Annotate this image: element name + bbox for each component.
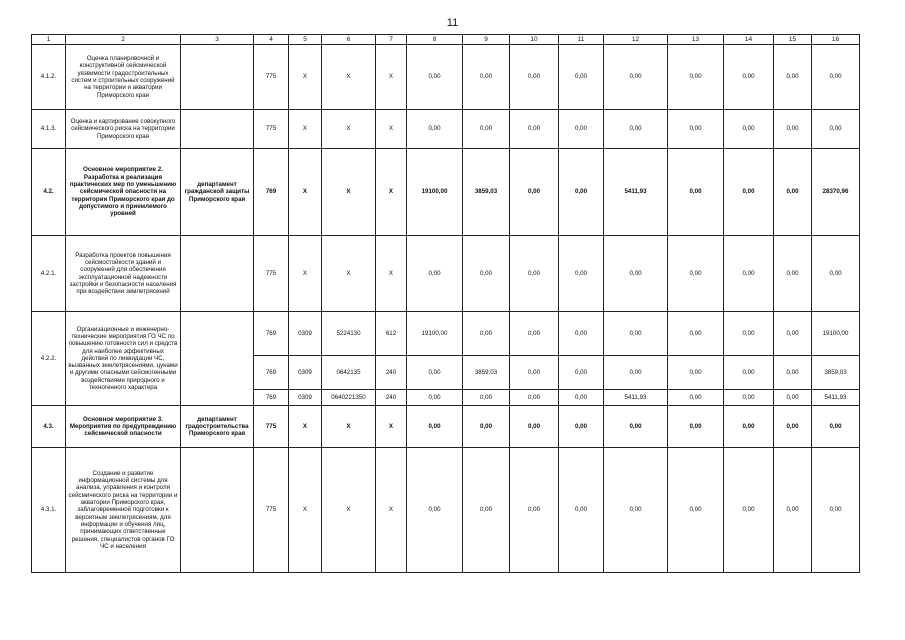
amount-cell: 0,00 [604,236,668,312]
column-number: 15 [774,35,812,45]
amount-cell: 0,00 [668,390,724,406]
target-article: 5224130 [322,312,376,356]
target-article: X [322,448,376,573]
amount-cell: 0,00 [510,45,559,110]
amount-cell: 0,00 [407,110,463,149]
target-article: 0640221350 [322,390,376,406]
target-article: X [322,406,376,448]
row-code: 4.2.1. [32,236,66,312]
amount-cell: 0,00 [774,356,812,390]
amount-cell: 19100,00 [407,149,463,236]
amount-cell: 0,00 [668,236,724,312]
amount-cell: 0,00 [604,45,668,110]
row-code: 4.2. [32,149,66,236]
executor: департамент градостроительства Приморского края [181,406,254,448]
grbs-code: 775 [254,45,289,110]
executor [181,110,254,149]
expense-type: X [376,149,407,236]
amount-cell: 0,00 [774,45,812,110]
activity-name: Создание и развитие информационной системы для анализа, управления и контроля сейсмического риска на территории и акватории Приморского края, заблаговременной подготовки к вероятным землетрясениям, для информации и обучения лиц, принимающих ответственные решения, специалистов органов ГО ЧС и населения [66,448,181,573]
row-code: 4.3.1. [32,448,66,573]
amount-cell: 0,00 [407,236,463,312]
column-number: 5 [289,35,322,45]
column-number: 11 [559,35,604,45]
amount-cell: 0,00 [407,390,463,406]
amount-cell: 0,00 [668,312,724,356]
column-number: 10 [510,35,559,45]
table-row [32,406,860,448]
amount-cell: 0,00 [463,406,510,448]
expense-type: X [376,110,407,149]
amount-cell: 0,00 [724,312,774,356]
amount-cell: 0,00 [724,406,774,448]
amount-cell: 0,00 [407,448,463,573]
amount-cell: 0,00 [774,406,812,448]
activity-name: Оценка планировочной и конструктивной сейсмической уязвимости градостроительных систем и строительных сооружений на территории и акватории Приморского края [66,45,181,110]
executor [181,448,254,573]
amount-cell: 0,00 [724,149,774,236]
row-code: 4.3. [32,406,66,448]
grbs-code: 775 [254,236,289,312]
budget-table [31,34,860,573]
expense-type: X [376,406,407,448]
amount-cell: 19100,00 [407,312,463,356]
target-article: X [322,149,376,236]
amount-cell: 0,00 [724,236,774,312]
grbs-code: 769 [254,312,289,356]
executor [181,236,254,312]
total-cell: 19100,00 [812,312,860,356]
amount-cell: 0,00 [604,448,668,573]
amount-cell: 0,00 [774,236,812,312]
total-cell: 28370,96 [812,149,860,236]
amount-cell: 0,00 [724,356,774,390]
section-code: 0309 [289,356,322,390]
row-code: 4.1.2. [32,45,66,110]
amount-cell: 0,00 [559,448,604,573]
amount-cell: 0,00 [463,236,510,312]
total-cell: 0,00 [812,110,860,149]
amount-cell: 5411,93 [604,149,668,236]
total-cell: 5411,93 [812,390,860,406]
column-number: 7 [376,35,407,45]
target-article: 0642135 [322,356,376,390]
executor [181,312,254,406]
column-number: 1 [32,35,66,45]
column-number: 16 [812,35,860,45]
amount-cell: 0,00 [510,110,559,149]
grbs-code: 775 [254,406,289,448]
executor: департамент гражданской защиты Приморского края [181,149,254,236]
amount-cell: 0,00 [510,448,559,573]
amount-cell: 5411,93 [604,390,668,406]
amount-cell: 0,00 [510,390,559,406]
amount-cell: 0,00 [774,448,812,573]
amount-cell: 0,00 [510,356,559,390]
activity-name: Разработка проектов повышения сейсмостойкости зданий и сооружений для обеспечения эксплуатационной надежности застройки и безопасности населения при воздействии землетрясений [66,236,181,312]
amount-cell: 0,00 [668,149,724,236]
total-cell: 0,00 [812,406,860,448]
table-row [32,110,860,149]
amount-cell: 3859,03 [463,149,510,236]
executor [181,45,254,110]
amount-cell: 0,00 [724,448,774,573]
amount-cell: 0,00 [510,312,559,356]
column-number: 12 [604,35,668,45]
amount-cell: 0,00 [559,236,604,312]
grbs-code: 769 [254,149,289,236]
target-article: X [322,45,376,110]
expense-type: 240 [376,390,407,406]
amount-cell: 0,00 [463,448,510,573]
amount-cell: 0,00 [604,110,668,149]
amount-cell: 0,00 [559,356,604,390]
table-row [32,312,860,356]
amount-cell: 0,00 [724,390,774,406]
table-row [32,149,860,236]
amount-cell: 0,00 [463,312,510,356]
amount-cell: 0,00 [604,312,668,356]
row-code: 4.1.3. [32,110,66,149]
section-code: X [289,406,322,448]
section-code: 0309 [289,390,322,406]
column-number: 14 [724,35,774,45]
column-number: 3 [181,35,254,45]
expense-type: X [376,448,407,573]
amount-cell: 0,00 [510,149,559,236]
amount-cell: 0,00 [463,390,510,406]
section-code: X [289,448,322,573]
amount-cell: 0,00 [407,45,463,110]
section-code: X [289,236,322,312]
section-code: X [289,110,322,149]
activity-name: Оценка и картирование совокупного сейсмического риска на территории Приморского края [66,110,181,149]
amount-cell: 0,00 [407,406,463,448]
amount-cell: 0,00 [668,45,724,110]
grbs-code: 769 [254,390,289,406]
amount-cell: 0,00 [559,390,604,406]
amount-cell: 0,00 [559,149,604,236]
table-row [32,448,860,573]
column-number-row [32,35,860,45]
amount-cell: 0,00 [774,390,812,406]
column-number: 2 [66,35,181,45]
amount-cell: 0,00 [668,448,724,573]
amount-cell: 0,00 [559,406,604,448]
amount-cell: 0,00 [774,312,812,356]
row-code: 4.2.2. [32,312,66,406]
amount-cell: 0,00 [604,406,668,448]
amount-cell: 0,00 [407,356,463,390]
amount-cell: 0,00 [668,110,724,149]
column-number: 4 [254,35,289,45]
amount-cell: 0,00 [668,356,724,390]
column-number: 9 [463,35,510,45]
total-cell: 0,00 [812,45,860,110]
section-code: X [289,45,322,110]
table-row [32,45,860,110]
amount-cell: 0,00 [559,110,604,149]
activity-name: Основное мероприятие 2. Разработка и реализация практических мер по уменьшению сейсмической опасности на территории Приморского края до допустимого и приемлемого уровней [66,149,181,236]
grbs-code: 775 [254,110,289,149]
amount-cell: 0,00 [668,406,724,448]
expense-type: X [376,236,407,312]
expense-type: X [376,45,407,110]
column-number: 8 [407,35,463,45]
amount-cell: 0,00 [510,406,559,448]
section-code: 0309 [289,312,322,356]
amount-cell: 0,00 [604,356,668,390]
table-row [32,236,860,312]
column-number: 6 [322,35,376,45]
amount-cell: 0,00 [463,110,510,149]
total-cell: 0,00 [812,448,860,573]
activity-name: Основное мероприятие 3. Мероприятия по предупреждению сейсмической опасности [66,406,181,448]
amount-cell: 3859,03 [463,356,510,390]
expense-type: 240 [376,356,407,390]
total-cell: 0,00 [812,236,860,312]
expense-type: 612 [376,312,407,356]
amount-cell: 0,00 [559,312,604,356]
amount-cell: 0,00 [724,110,774,149]
column-number: 13 [668,35,724,45]
amount-cell: 0,00 [463,45,510,110]
activity-name: Организационные и инженерно-технические мероприятия ГО ЧС по повышению готовности сил и средств для наиболее эффективных действий по ликвидации ЧС, вызванных землетрясениями, цунами и другими опасными сейсмогенными воздействиями природного и техногенного характера [66,312,181,406]
grbs-code: 775 [254,448,289,573]
amount-cell: 0,00 [774,149,812,236]
total-cell: 3859,03 [812,356,860,390]
amount-cell: 0,00 [724,45,774,110]
amount-cell: 0,00 [510,236,559,312]
page-number: 11 [446,17,459,29]
section-code: X [289,149,322,236]
amount-cell: 0,00 [774,110,812,149]
grbs-code: 769 [254,356,289,390]
target-article: X [322,236,376,312]
amount-cell: 0,00 [559,45,604,110]
target-article: X [322,110,376,149]
